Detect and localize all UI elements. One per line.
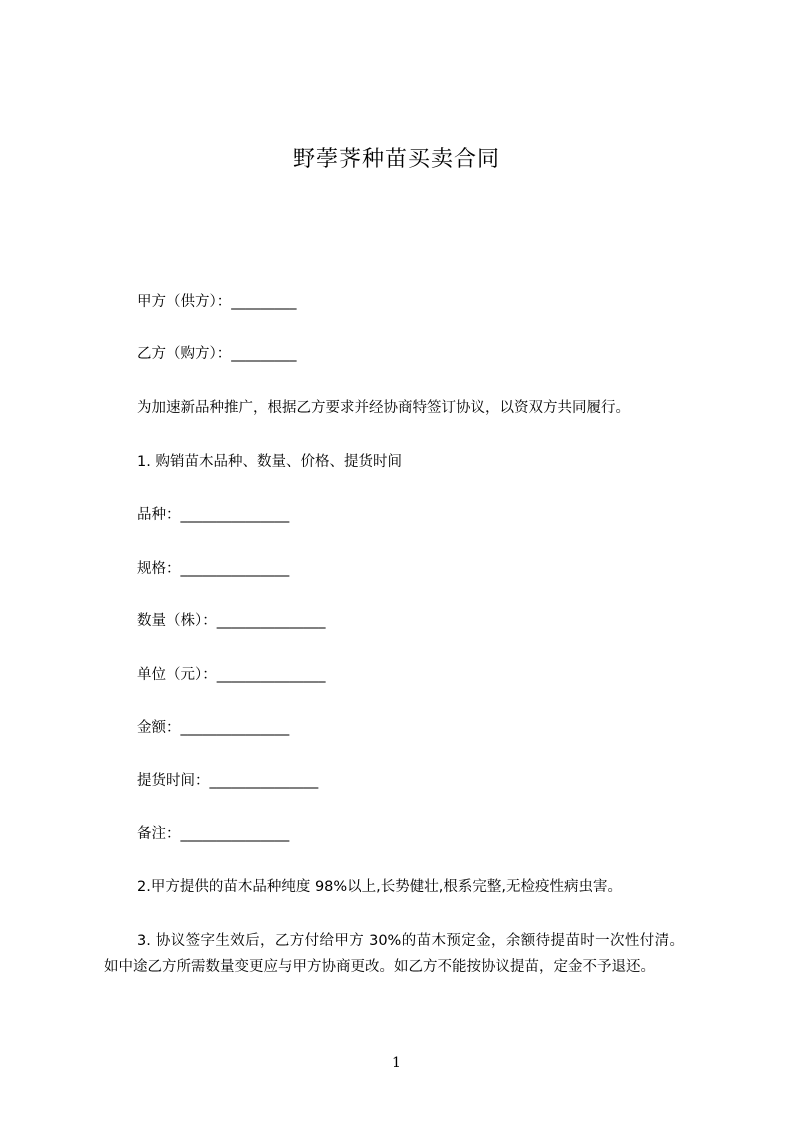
clause-2-paragraph: 2.甲方提供的苗木品种纯度 98%以上,长势健壮,根系完整,无检疫性病虫害。 <box>137 879 622 895</box>
intro-paragraph: 为加速新品种推广，根据乙方要求并经协商特签订协议，以资双方共同履行。 <box>137 400 630 416</box>
clause-1-heading: 1. 购销苗木品种、数量、价格、提货时间 <box>137 454 402 470</box>
remarks-field: 备注：_______________ <box>137 826 290 842</box>
pickup-time-field: 提货时间：_______________ <box>137 773 319 789</box>
amount-field: 金额：_______________ <box>137 720 290 736</box>
quantity-field: 数量（株）：_______________ <box>137 613 326 629</box>
party-b-line: 乙方（购方）：_________ <box>137 346 297 362</box>
document-title: 野荸荠种苗买卖合同 <box>292 147 500 172</box>
page-number: 1 <box>392 1055 401 1071</box>
party-a-line: 甲方（供方）：_________ <box>137 294 297 310</box>
unit-price-field: 单位（元）：_______________ <box>137 667 326 683</box>
spec-field: 规格：_______________ <box>137 561 290 577</box>
variety-field: 品种：_______________ <box>137 507 290 523</box>
clause-3-paragraph: 3. 协议签字生效后，乙方付给甲方 30%的苗木预定金，余额待提苗时一次性付清。如中途乙方所需数量变更应与甲方协商更改。如乙方不能按协议提苗，定金不予退还。 <box>104 933 684 975</box>
